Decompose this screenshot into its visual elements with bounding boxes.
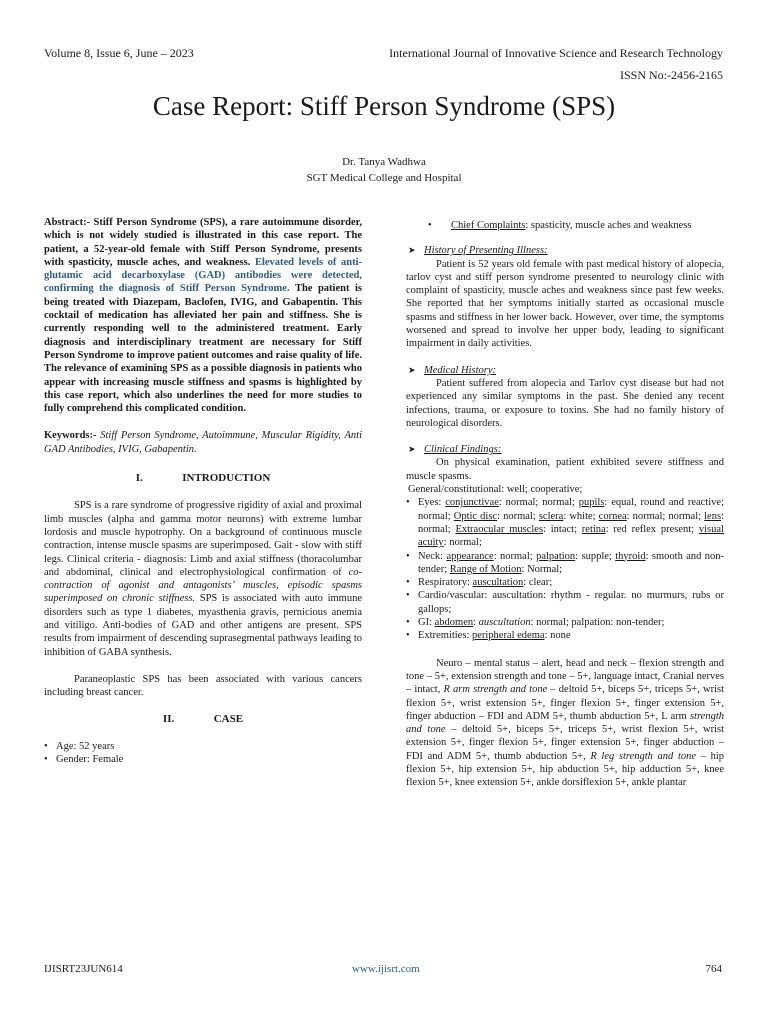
hpi-text: Patient is 52 years old female with past medical history of alopecia, tarlov cyst and stiff person syndrome presented to neurology clinic with complaint of spasticity, muscle aches and weakness since past few weeks. She reported that her symptoms initially started as occasional muscle spasms and stiffness in her lower back. However, over time, the symptoms worsened and spread to involve her upper body, leading to significant impairment in daily activities.: [406, 258, 724, 350]
section-number: II.: [162, 712, 175, 725]
term-lens: lens: [704, 510, 722, 522]
hpi-label: History of Presenting Illness:: [424, 245, 548, 257]
finding-text: :: [473, 617, 479, 629]
abstract: [44, 216, 362, 415]
term-appearance: appearance: [446, 550, 494, 562]
keywords-label: Keywords:-: [44, 430, 97, 442]
arrow-icon: ➤: [408, 444, 416, 455]
section-number: I.: [135, 472, 143, 485]
finding-text: Cardio/vascular: auscultation: rhythm - regular. no murmurs, rubs or gallops;: [418, 590, 724, 615]
chief-complaints-label: Chief Complaints: [451, 220, 526, 231]
neuro-text-italic: strength and tone: [406, 710, 724, 736]
finding-text: : smooth and non-tender;: [418, 550, 725, 575]
intro-text-2: SPS is associated with auto immune disorders such as type 1 diabetes, myasthenia gravis, pernicious anemia and vitiligo. Anti-bodies of GAD and other antigens are present. SPS results from impairment of descending suprasegmental pathways leading to inhibition of GABA synthesis.: [44, 593, 362, 658]
term-conjunctivae: conjunctivae: [445, 497, 499, 509]
finding-text: : normal;: [497, 510, 539, 522]
arrow-icon: ➤: [408, 245, 416, 256]
hpi-heading: [406, 244, 724, 257]
finding-extremities: • Extremities: peripheral edema: none: [406, 630, 571, 642]
term-retina: retina: [581, 523, 606, 535]
finding-label: Neck:: [418, 550, 447, 562]
keywords: [44, 429, 362, 456]
term-thyroid: thyroid: [615, 550, 646, 562]
list-item: • Gender: Female: [44, 754, 124, 766]
intro-paragraph-2: Paraneoplastic SPS has been associated with various cancers including breast cancer.: [44, 673, 362, 699]
finding-neck: • Neck: appearance: normal; palpation: supple; thyroid: smooth and non-tender; Range of Motion: Normal;: [406, 550, 725, 575]
keywords-text: Stiff Person Syndrome, Autoimmune, Muscular Rigidity, Anti GAD Antibodies, IVIG, Gabapentin.: [44, 430, 362, 455]
term-visual-acuity: visual acuity: [418, 523, 724, 549]
abstract-label: Abstract:-: [44, 217, 91, 228]
footer-website-link[interactable]: www.ijisrt.com: [352, 963, 420, 975]
list-item: • Age: 52 years: [44, 740, 115, 752]
intro-text-1: SPS is a rare syndrome of progressive rigidity of axial and proximal limb muscles (alpha and gamma motor neurons) with extreme lumbar lordosis and muscle hypotrophy. On a background of continuous muscle contraction, intense muscle spasms are superimposed. Gait - slow with stiff legs. Clinical criteria - diagnosis: Limb and axial stiffness (thoracolumbar and abdominal, clinical and electrophysiological confirmation of: [44, 500, 362, 578]
neuro-text: – deltoid 5+, biceps 5+, triceps 5+, wrist flexion 5+, wrist extension 5+, finger flexion 5+, finger extension 5+, finger abduction – FDI and ADM 5+, thumb abduction 5+, L arm: [406, 684, 724, 722]
intro-paragraph-1: [44, 499, 362, 659]
finding-text: : none: [544, 630, 571, 642]
finding-text: : white;: [563, 510, 599, 522]
finding-text: : intact;: [543, 523, 582, 535]
right-column: [406, 219, 724, 790]
term-optic-disc: Optic disc: [453, 510, 498, 522]
footer-paper-id: IJISRT23JUN614: [44, 963, 123, 975]
section-title: CASE: [213, 712, 244, 725]
term-sclera: sclera: [538, 510, 564, 522]
term-auscultation: auscultation: [472, 577, 524, 589]
neuro-text: – hip flexion 5+, hip extension 5+, hip abduction 5+, hip adduction 5+, knee flexion 5+, knee extension 5+, ankle dorsiflexion 5+, ankle plantar: [406, 750, 725, 789]
issn: ISSN No:-2456-2165: [619, 68, 723, 82]
finding-text: : normal;: [493, 550, 537, 562]
finding-label: Extremities:: [418, 630, 472, 642]
neuro-text: Neuro – mental status – alert, head and neck – flexion strength and tone – 5+, extension strength and tone – 5+, language intact, Cranial nerves – intact,: [406, 657, 724, 696]
finding-label: GI:: [418, 617, 435, 629]
footer-page-number: 764: [705, 963, 722, 975]
paper-title: Case Report: Stiff Person Syndrome (SPS): [152, 91, 616, 121]
neuro-paragraph: [406, 657, 724, 790]
neuro-text-italic: R leg strength and tone: [590, 750, 697, 762]
clinical-findings-heading: [406, 443, 724, 456]
neuro-text: – deltoid 5+, biceps 5+, triceps 5+, wrist flexion 5+, wrist extension 5+, finger flexion 5+, finger extension 5+, finger abduction – FDI and ADM 5+, thumb abduction 5+,: [406, 724, 724, 762]
term-cornea: cornea: [598, 510, 627, 522]
medical-history-label: Medical History:: [424, 364, 497, 376]
general-constitutional: General/constitutional: well; cooperative;: [408, 484, 583, 496]
finding-gi: • GI: abdomen: auscultation: normal; palpation: non-tender;: [406, 617, 665, 629]
finding-label: Eyes:: [418, 497, 446, 509]
volume-info: Volume 8, Issue 6, June – 2023: [44, 46, 194, 60]
clinical-findings-text: On physical examination, patient exhibited severe stiffness and muscle spasms.: [406, 457, 724, 482]
finding-text: : supple;: [575, 550, 616, 562]
term-palpation: palpation: [536, 550, 576, 562]
intro-text-italic: co-contraction of agonist and antagonists’ muscles, episodic spasms superimposed on chronic stiffness.: [44, 566, 362, 605]
section-heading-case: [44, 713, 362, 726]
case-age: Age: 52 years: [56, 740, 115, 752]
finding-respiratory: • Respiratory: auscultation: clear;: [406, 577, 553, 589]
term-range-of-motion: Range of Motion: [449, 563, 522, 575]
finding-cardiovascular: • Cardio/vascular: auscultation: rhythm - regular. no murmurs, rubs or gallops;: [406, 590, 724, 615]
author-name: Dr. Tanya Wadhwa: [342, 156, 426, 168]
finding-eyes: • Eyes: conjunctivae: normal; normal; pupils: equal, round and reactive; normal; Optic disc: normal; sclera: white; cornea: normal; normal; lens: normal; Extraocular muscles: intact; retina: red reflex present; visual acuity: normal;: [406, 497, 725, 549]
chief-complaints: • Chief Complaints: spasticity, muscle aches and weakness: [428, 220, 692, 231]
medical-history-text: Patient suffered from alopecia and Tarlov cyst disease but had not experienced any similar symptoms in the past. She denied any recent infections, trauma, or exposure to toxins. She had no family history of neurological disorders.: [406, 377, 724, 429]
chief-complaints-text: : spasticity, muscle aches and weakness: [525, 220, 692, 231]
finding-text: : normal;: [443, 537, 482, 549]
section-heading-introduction: [44, 472, 362, 485]
abstract-text-2: The patient is being treated with Diazepam, Baclofen, IVIG, and Gabapentin. This cocktail of medication has alleviated her pain and stiffness. She is currently responding well to the administered treatment. Early diagnosis and interdisciplinary treatment are necessary for Stiff Person Syndrome to improve patient outcomes and raise quality of life. The relevance of examining SPS as a possible diagnosis in patients who appear with increasing muscle stiffness and spasms is highlighted by this case report, which also underlines the need for more studies to fully comprehend this complicated condition.: [44, 283, 362, 415]
neuro-text-italic: R arm strength and tone: [443, 684, 548, 696]
term-auscultation-italic: auscultation: [478, 617, 531, 629]
finding-text: : clear;: [523, 577, 553, 589]
finding-text: : normal;: [418, 510, 724, 535]
case-list: [44, 740, 362, 767]
term-abdomen: abdomen: [434, 617, 474, 629]
finding-label: Respiratory:: [418, 577, 473, 589]
arrow-icon: ➤: [408, 364, 416, 375]
section-title: INTRODUCTION: [182, 472, 271, 485]
term-extraocular-muscles: Extraocular muscles: [455, 523, 544, 535]
finding-text: : Normal;: [521, 563, 563, 575]
left-column: [44, 216, 362, 766]
clinical-findings-label: Clinical Findings:: [424, 444, 502, 456]
finding-text: : normal; palpation: non-tender;: [530, 617, 665, 629]
finding-text: : normal; normal;: [498, 497, 579, 509]
journal-name: International Journal of Innovative Science and Research Technology: [389, 46, 723, 60]
abstract-text-1: Stiff Person Syndrome (SPS), a rare autoimmune disorder, which is not widely studied is illustrated in this case report. The patient, a 52-year-old female with Stiff Person Syndrome, presents with spasticity, muscle aches, and weakness.: [44, 217, 363, 268]
case-gender: Gender: Female: [56, 754, 124, 766]
finding-text: : equal, round and reactive; normal;: [418, 497, 725, 522]
finding-text: : normal; normal;: [626, 510, 705, 522]
medical-history-heading: [406, 364, 724, 377]
abstract-text-highlight: Elevated levels of anti-glutamic acid decarboxylase (GAD) antibodies were detected, confirming the diagnosis of Stiff Person Syndrome.: [44, 256, 362, 295]
term-peripheral-edema: peripheral edema: [471, 630, 545, 642]
term-pupils: pupils: [578, 497, 605, 509]
author-affiliation: SGT Medical College and Hospital: [306, 172, 462, 184]
finding-text: : red reflex present;: [605, 523, 699, 535]
